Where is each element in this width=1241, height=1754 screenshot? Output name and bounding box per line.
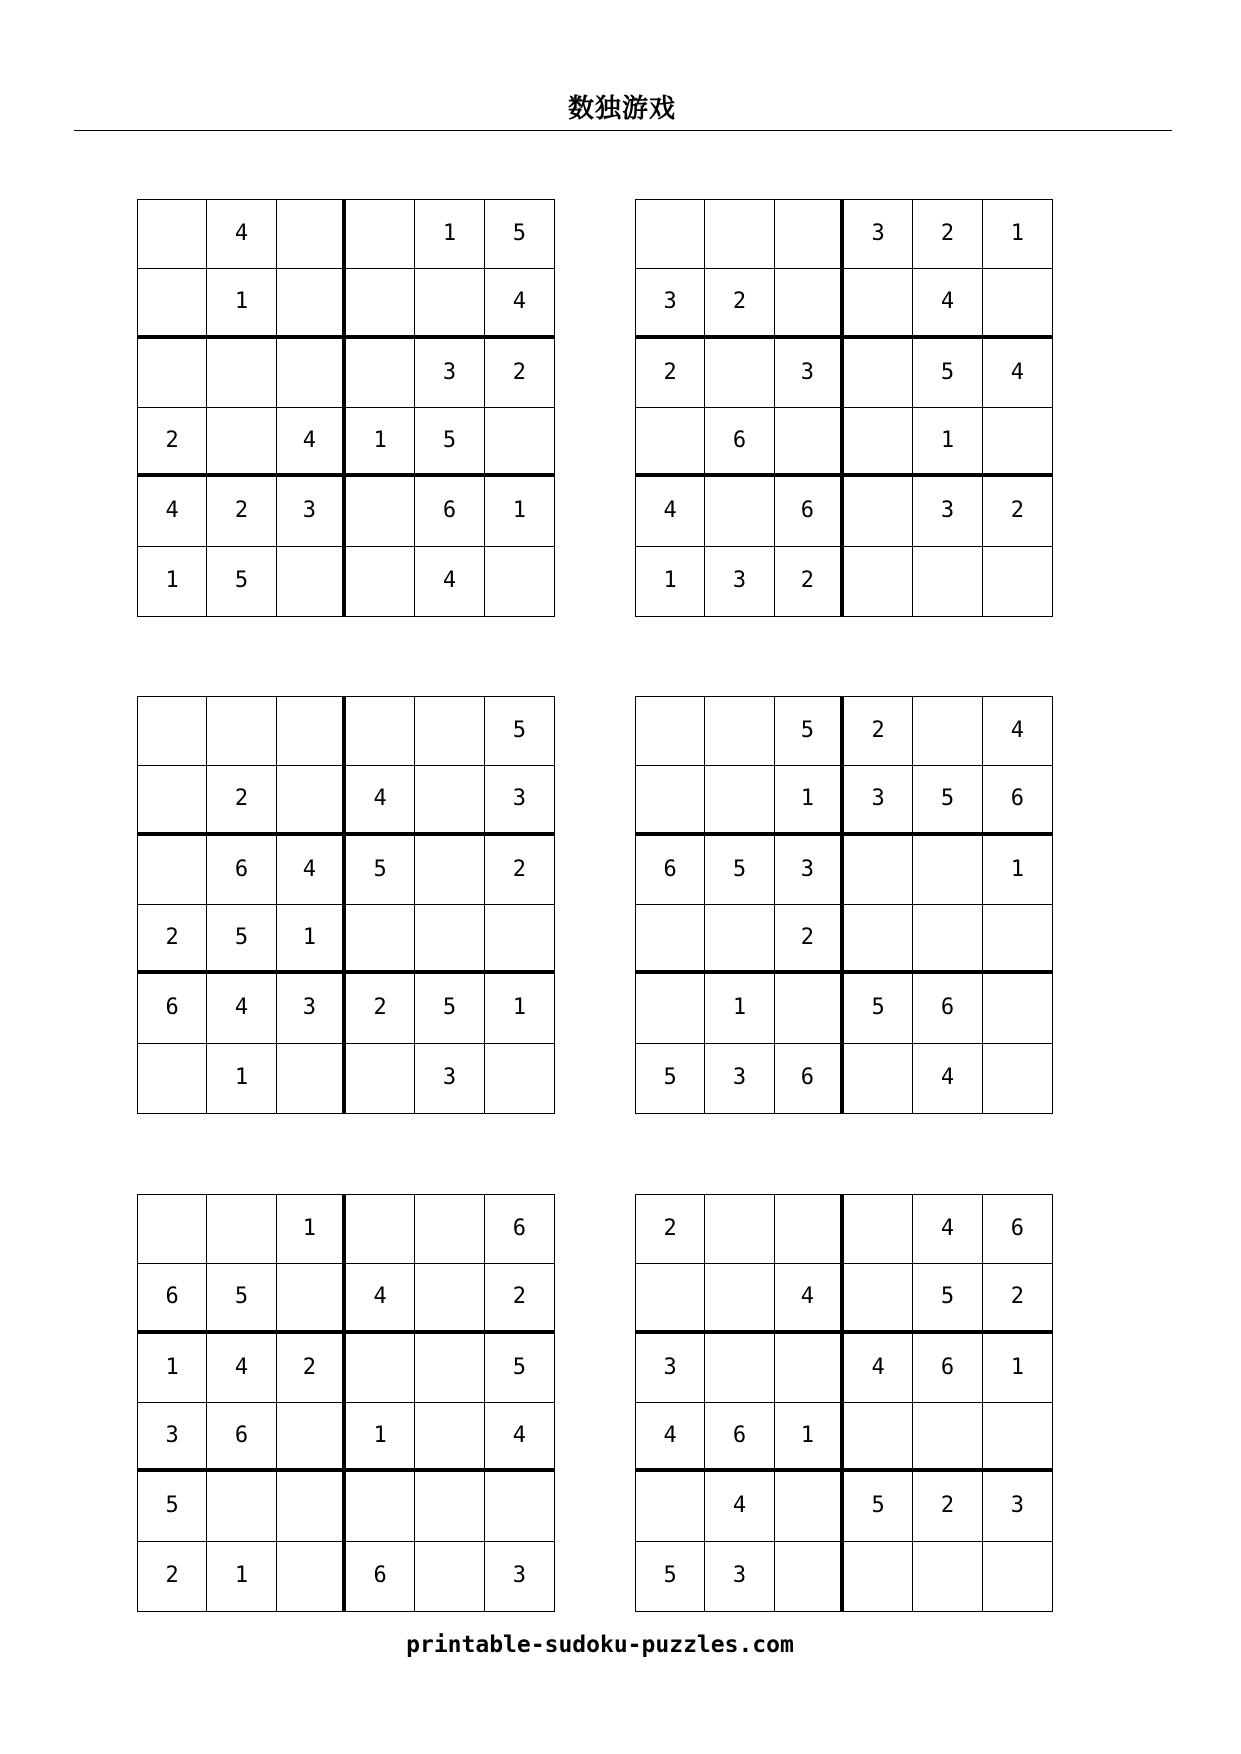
sudoku-given-cell: 1 xyxy=(775,766,844,835)
sudoku-given-cell: 1 xyxy=(485,477,554,546)
sudoku-empty-cell xyxy=(983,1044,1052,1113)
sudoku-given-cell: 2 xyxy=(775,547,844,616)
sudoku-given-cell: 4 xyxy=(277,408,346,477)
sudoku-given-cell: 1 xyxy=(346,1403,415,1472)
sudoku-empty-cell xyxy=(346,697,415,766)
sudoku-given-cell: 5 xyxy=(844,974,913,1043)
sudoku-given-cell: 3 xyxy=(705,1542,774,1611)
sudoku-given-cell: 6 xyxy=(138,974,207,1043)
sudoku-empty-cell xyxy=(277,269,346,338)
sudoku-empty-cell xyxy=(277,547,346,616)
sudoku-given-cell: 4 xyxy=(277,836,346,905)
sudoku-given-cell: 5 xyxy=(913,1264,982,1333)
sudoku-empty-cell xyxy=(844,408,913,477)
sudoku-given-cell: 1 xyxy=(207,1044,276,1113)
sudoku-empty-cell xyxy=(415,1542,484,1611)
sudoku-empty-cell xyxy=(775,408,844,477)
sudoku-given-cell: 2 xyxy=(775,905,844,974)
sudoku-given-cell: 6 xyxy=(415,477,484,546)
sudoku-empty-cell xyxy=(277,766,346,835)
sudoku-empty-cell xyxy=(844,339,913,408)
sudoku-given-cell: 3 xyxy=(415,1044,484,1113)
sudoku-empty-cell xyxy=(844,1403,913,1472)
sudoku-empty-cell xyxy=(207,1472,276,1541)
sudoku-empty-cell xyxy=(705,697,774,766)
sudoku-empty-cell xyxy=(983,1542,1052,1611)
sudoku-empty-cell xyxy=(983,1403,1052,1472)
sudoku-given-cell: 1 xyxy=(138,547,207,616)
sudoku-given-cell: 6 xyxy=(983,766,1052,835)
sudoku-empty-cell xyxy=(277,1472,346,1541)
sudoku-empty-cell xyxy=(485,408,554,477)
sudoku-given-cell: 6 xyxy=(983,1195,1052,1264)
sudoku-given-cell: 6 xyxy=(775,1044,844,1113)
sudoku-given-cell: 6 xyxy=(207,1403,276,1472)
sudoku-empty-cell xyxy=(346,477,415,546)
sudoku-empty-cell xyxy=(485,1472,554,1541)
sudoku-given-cell: 6 xyxy=(913,1334,982,1403)
sudoku-given-cell: 4 xyxy=(636,1403,705,1472)
sudoku-empty-cell xyxy=(705,1264,774,1333)
sudoku-given-cell: 3 xyxy=(983,1472,1052,1541)
sudoku-given-cell: 3 xyxy=(415,339,484,408)
sudoku-empty-cell xyxy=(913,836,982,905)
sudoku-empty-cell xyxy=(277,200,346,269)
sudoku-empty-cell xyxy=(705,1195,774,1264)
sudoku-given-cell: 1 xyxy=(346,408,415,477)
sudoku-empty-cell xyxy=(138,269,207,338)
sudoku-empty-cell xyxy=(636,974,705,1043)
sudoku-empty-cell xyxy=(415,697,484,766)
sudoku-empty-cell xyxy=(415,905,484,974)
sudoku-given-cell: 6 xyxy=(775,477,844,546)
sudoku-empty-cell xyxy=(415,1472,484,1541)
sudoku-given-cell: 4 xyxy=(207,974,276,1043)
sudoku-empty-cell xyxy=(346,1044,415,1113)
sudoku-given-cell: 2 xyxy=(983,477,1052,546)
sudoku-given-cell: 4 xyxy=(775,1264,844,1333)
sudoku-empty-cell xyxy=(636,905,705,974)
sudoku-empty-cell xyxy=(775,1472,844,1541)
sudoku-given-cell: 1 xyxy=(636,547,705,616)
sudoku-empty-cell xyxy=(138,1044,207,1113)
sudoku-given-cell: 3 xyxy=(277,974,346,1043)
sudoku-given-cell: 1 xyxy=(775,1403,844,1472)
sudoku-empty-cell xyxy=(636,1264,705,1333)
sudoku-empty-cell xyxy=(844,1264,913,1333)
sudoku-given-cell: 3 xyxy=(913,477,982,546)
sudoku-given-cell: 4 xyxy=(346,766,415,835)
sudoku-grid-5 xyxy=(137,1194,555,1612)
sudoku-given-cell: 1 xyxy=(983,200,1052,269)
sudoku-given-cell: 2 xyxy=(346,974,415,1043)
site-url: printable-sudoku-puzzles.com xyxy=(406,1632,794,1658)
sudoku-given-cell: 2 xyxy=(983,1264,1052,1333)
sudoku-empty-cell xyxy=(346,339,415,408)
sudoku-empty-cell xyxy=(415,1195,484,1264)
sudoku-empty-cell xyxy=(775,200,844,269)
sudoku-given-cell: 2 xyxy=(636,1195,705,1264)
sudoku-empty-cell xyxy=(844,269,913,338)
sudoku-empty-cell xyxy=(277,697,346,766)
sudoku-empty-cell xyxy=(277,1044,346,1113)
sudoku-empty-cell xyxy=(346,1334,415,1403)
sudoku-empty-cell xyxy=(346,269,415,338)
sudoku-given-cell: 4 xyxy=(636,477,705,546)
sudoku-empty-cell xyxy=(207,697,276,766)
sudoku-empty-cell xyxy=(844,1044,913,1113)
sudoku-given-cell: 5 xyxy=(415,974,484,1043)
sudoku-empty-cell xyxy=(636,697,705,766)
sudoku-given-cell: 5 xyxy=(844,1472,913,1541)
sudoku-given-cell: 4 xyxy=(485,1403,554,1472)
sudoku-given-cell: 5 xyxy=(346,836,415,905)
sudoku-given-cell: 1 xyxy=(705,974,774,1043)
sudoku-given-cell: 1 xyxy=(913,408,982,477)
sudoku-empty-cell xyxy=(705,766,774,835)
sudoku-given-cell: 3 xyxy=(844,200,913,269)
sudoku-empty-cell xyxy=(207,1195,276,1264)
sudoku-empty-cell xyxy=(983,905,1052,974)
sudoku-empty-cell xyxy=(207,408,276,477)
sudoku-empty-cell xyxy=(415,1403,484,1472)
sudoku-empty-cell xyxy=(844,905,913,974)
sudoku-given-cell: 4 xyxy=(207,1334,276,1403)
sudoku-given-cell: 5 xyxy=(705,836,774,905)
sudoku-given-cell: 1 xyxy=(485,974,554,1043)
sudoku-given-cell: 3 xyxy=(485,766,554,835)
sudoku-given-cell: 1 xyxy=(277,905,346,974)
sudoku-given-cell: 5 xyxy=(138,1472,207,1541)
sudoku-given-cell: 5 xyxy=(485,697,554,766)
sudoku-given-cell: 5 xyxy=(485,1334,554,1403)
sudoku-empty-cell xyxy=(844,547,913,616)
sudoku-empty-cell xyxy=(415,836,484,905)
sudoku-given-cell: 6 xyxy=(705,408,774,477)
sudoku-given-cell: 4 xyxy=(983,697,1052,766)
sudoku-given-cell: 3 xyxy=(775,836,844,905)
page-title: 数独游戏 xyxy=(567,94,676,124)
sudoku-given-cell: 6 xyxy=(485,1195,554,1264)
sudoku-empty-cell xyxy=(705,339,774,408)
sudoku-empty-cell xyxy=(844,477,913,546)
sudoku-given-cell: 2 xyxy=(207,766,276,835)
sudoku-empty-cell xyxy=(844,836,913,905)
sudoku-given-cell: 2 xyxy=(207,477,276,546)
sudoku-given-cell: 4 xyxy=(983,339,1052,408)
sudoku-given-cell: 2 xyxy=(485,339,554,408)
sudoku-given-cell: 6 xyxy=(636,836,705,905)
sudoku-given-cell: 3 xyxy=(705,1044,774,1113)
sudoku-empty-cell xyxy=(844,1542,913,1611)
sudoku-empty-cell xyxy=(277,1403,346,1472)
sudoku-empty-cell xyxy=(415,269,484,338)
sudoku-given-cell: 4 xyxy=(913,269,982,338)
sudoku-given-cell: 6 xyxy=(207,836,276,905)
sudoku-empty-cell xyxy=(775,974,844,1043)
sudoku-given-cell: 2 xyxy=(485,836,554,905)
sudoku-given-cell: 4 xyxy=(485,269,554,338)
sudoku-empty-cell xyxy=(346,547,415,616)
sudoku-given-cell: 2 xyxy=(636,339,705,408)
sudoku-given-cell: 5 xyxy=(207,1264,276,1333)
sudoku-given-cell: 5 xyxy=(415,408,484,477)
sudoku-empty-cell xyxy=(844,1195,913,1264)
sudoku-given-cell: 1 xyxy=(207,269,276,338)
sudoku-grid-4 xyxy=(635,696,1053,1114)
sudoku-empty-cell xyxy=(346,1472,415,1541)
sudoku-empty-cell xyxy=(138,200,207,269)
sudoku-empty-cell xyxy=(775,269,844,338)
sudoku-given-cell: 2 xyxy=(485,1264,554,1333)
sudoku-given-cell: 1 xyxy=(415,200,484,269)
sudoku-given-cell: 2 xyxy=(705,269,774,338)
sudoku-given-cell: 5 xyxy=(775,697,844,766)
sudoku-empty-cell xyxy=(138,697,207,766)
sudoku-given-cell: 3 xyxy=(636,1334,705,1403)
sudoku-empty-cell xyxy=(138,766,207,835)
sudoku-given-cell: 4 xyxy=(913,1195,982,1264)
sudoku-empty-cell xyxy=(636,1472,705,1541)
sudoku-empty-cell xyxy=(636,408,705,477)
sudoku-empty-cell xyxy=(913,547,982,616)
sudoku-given-cell: 4 xyxy=(844,1334,913,1403)
sudoku-given-cell: 2 xyxy=(913,1472,982,1541)
sudoku-given-cell: 5 xyxy=(207,547,276,616)
sudoku-given-cell: 3 xyxy=(277,477,346,546)
sudoku-empty-cell xyxy=(277,1542,346,1611)
sudoku-given-cell: 5 xyxy=(913,339,982,408)
sudoku-empty-cell xyxy=(913,1542,982,1611)
sudoku-empty-cell xyxy=(913,1403,982,1472)
sudoku-empty-cell xyxy=(138,836,207,905)
sudoku-grid-2 xyxy=(635,199,1053,617)
sudoku-empty-cell xyxy=(705,477,774,546)
sudoku-empty-cell xyxy=(983,269,1052,338)
sudoku-empty-cell xyxy=(983,408,1052,477)
sudoku-given-cell: 1 xyxy=(983,1334,1052,1403)
sudoku-empty-cell xyxy=(705,1334,774,1403)
sudoku-empty-cell xyxy=(705,905,774,974)
sudoku-given-cell: 4 xyxy=(705,1472,774,1541)
sudoku-given-cell: 4 xyxy=(207,200,276,269)
sudoku-empty-cell xyxy=(207,339,276,408)
sudoku-empty-cell xyxy=(983,547,1052,616)
sudoku-empty-cell xyxy=(415,1334,484,1403)
sudoku-given-cell: 5 xyxy=(485,200,554,269)
sudoku-given-cell: 2 xyxy=(138,1542,207,1611)
sudoku-empty-cell xyxy=(775,1542,844,1611)
sudoku-given-cell: 4 xyxy=(415,547,484,616)
header-divider xyxy=(74,130,1172,131)
sudoku-given-cell: 2 xyxy=(844,697,913,766)
sudoku-empty-cell xyxy=(277,1264,346,1333)
sudoku-given-cell: 4 xyxy=(138,477,207,546)
sudoku-given-cell: 4 xyxy=(346,1264,415,1333)
sudoku-given-cell: 5 xyxy=(913,766,982,835)
sudoku-given-cell: 2 xyxy=(277,1334,346,1403)
sudoku-empty-cell xyxy=(636,766,705,835)
sudoku-given-cell: 3 xyxy=(636,269,705,338)
sudoku-empty-cell xyxy=(636,200,705,269)
sudoku-given-cell: 3 xyxy=(775,339,844,408)
sudoku-given-cell: 3 xyxy=(844,766,913,835)
sudoku-given-cell: 2 xyxy=(913,200,982,269)
sudoku-empty-cell xyxy=(346,905,415,974)
sudoku-empty-cell xyxy=(485,905,554,974)
sudoku-empty-cell xyxy=(277,339,346,408)
sudoku-given-cell: 5 xyxy=(636,1044,705,1113)
sudoku-given-cell: 2 xyxy=(138,408,207,477)
sudoku-empty-cell xyxy=(485,1044,554,1113)
sudoku-empty-cell xyxy=(775,1195,844,1264)
sudoku-given-cell: 3 xyxy=(705,547,774,616)
sudoku-empty-cell xyxy=(705,200,774,269)
sudoku-grid-1 xyxy=(137,199,555,617)
sudoku-given-cell: 4 xyxy=(913,1044,982,1113)
sudoku-given-cell: 1 xyxy=(138,1334,207,1403)
sudoku-empty-cell xyxy=(913,905,982,974)
sudoku-empty-cell xyxy=(138,339,207,408)
sudoku-empty-cell xyxy=(775,1334,844,1403)
sudoku-empty-cell xyxy=(983,974,1052,1043)
sudoku-given-cell: 6 xyxy=(913,974,982,1043)
sudoku-given-cell: 6 xyxy=(138,1264,207,1333)
sudoku-empty-cell xyxy=(415,766,484,835)
sudoku-given-cell: 1 xyxy=(277,1195,346,1264)
sudoku-grid-3 xyxy=(137,696,555,1114)
sudoku-empty-cell xyxy=(346,1195,415,1264)
sudoku-given-cell: 3 xyxy=(512,1563,526,1589)
sudoku-empty-cell xyxy=(913,697,982,766)
sudoku-given-cell: 1 xyxy=(983,836,1052,905)
sudoku-empty-cell xyxy=(415,1264,484,1333)
sudoku-given-cell: 2 xyxy=(138,905,207,974)
sudoku-empty-cell xyxy=(346,200,415,269)
sudoku-given-cell: 6 xyxy=(346,1542,415,1611)
sudoku-given-cell: 5 xyxy=(207,905,276,974)
sudoku-given-cell: 6 xyxy=(705,1403,774,1472)
sudoku-given-cell: 5 xyxy=(636,1542,705,1611)
sudoku-grid-6 xyxy=(635,1194,1053,1612)
sudoku-empty-cell xyxy=(485,547,554,616)
sudoku-given-cell: 3 xyxy=(138,1403,207,1472)
sudoku-empty-cell xyxy=(138,1195,207,1264)
sudoku-given-cell: 1 xyxy=(207,1542,276,1611)
